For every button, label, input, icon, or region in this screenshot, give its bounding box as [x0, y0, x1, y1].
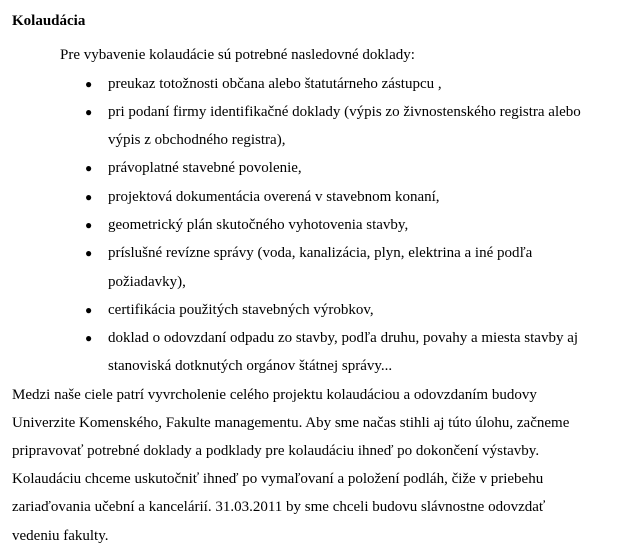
bullet-icon: ●: [85, 161, 93, 175]
bullet-icon: ●: [85, 218, 93, 232]
paragraph-line: Kolaudáciu chceme uskutočniť ihneď po vymaľovaní a položení podláh, čiže v priebehu: [12, 471, 544, 487]
paragraph-line: zariaďovania učební a kancelárií. 31.03.2011 by sme chceli budovu slávnostne odovzdať: [12, 499, 546, 515]
list-item-text: projektová dokumentácia overená v stavebnom konaní,: [108, 189, 440, 205]
list-item-text: pri podaní firmy identifikačné doklady (výpis zo živnostenského registra alebo: [108, 104, 581, 120]
list-item-text: geometrický plán skutočného vyhotovenia stavby,: [108, 217, 409, 233]
list-item-text: preukaz totožnosti občana alebo štatutárneho zástupcu ,: [108, 76, 442, 92]
list-item-text: certifikácia použitých stavebných výrobkov,: [108, 302, 374, 318]
list-item-text: doklad o odovzdaní odpadu zo stavby, podľa druhu, povahy a miesta stavby aj: [108, 330, 579, 346]
list-item-text: príslušné revízne správy (voda, kanalizácia, plyn, elektrina a iné podľa: [108, 245, 533, 261]
list-item-text: právoplatné stavebné povolenie,: [108, 160, 302, 176]
bullet-icon: ●: [85, 303, 93, 317]
paragraph-line: Medzi naše ciele patrí vyvrcholenie celého projektu kolaudáciou a odovzdaním budovy: [12, 387, 537, 403]
bullet-icon: ●: [85, 77, 93, 91]
paragraph-line: vedeniu fakulty.: [12, 528, 109, 544]
paragraph-line: pripravovať potrebné doklady a podklady pre kolaudáciu ihneď po dokončení výstavby.: [12, 443, 540, 459]
bullet-icon: ●: [85, 190, 93, 204]
list-item-text: stanoviská dotknutých orgánov štátnej správy...: [108, 358, 393, 374]
section-heading: Kolaudácia: [12, 13, 86, 29]
list-item-text: požiadavky),: [108, 274, 186, 290]
bullet-icon: ●: [85, 246, 93, 260]
list-item-text: výpis z obchodného registra),: [108, 132, 286, 148]
intro-line: Pre vybavenie kolaudácie sú potrebné nasledovné doklady:: [60, 47, 415, 63]
bullet-icon: ●: [85, 105, 93, 119]
paragraph-line: Univerzite Komenského, Fakulte managementu. Aby sme načas stihli aj túto úlohu, začneme: [12, 415, 570, 431]
bullet-icon: ●: [85, 331, 93, 345]
